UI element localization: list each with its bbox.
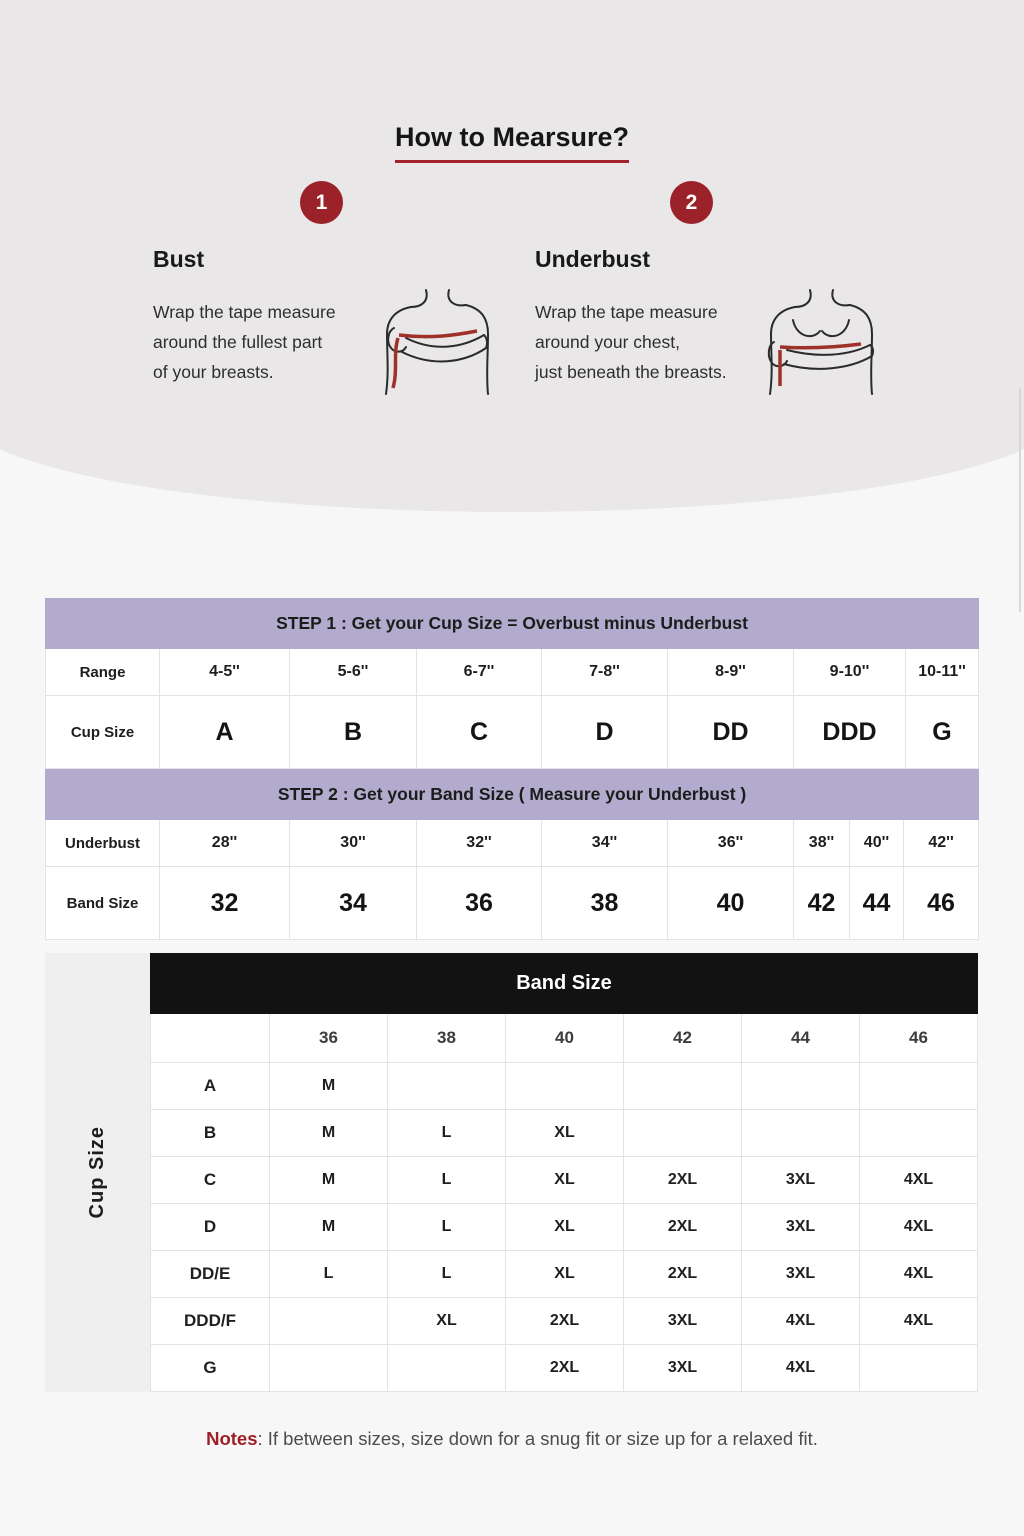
band-size-col: 42 bbox=[624, 1014, 742, 1063]
size-cell bbox=[624, 1110, 742, 1157]
bust-measure-illustration-icon bbox=[372, 276, 502, 406]
matrix-row-dd-e bbox=[151, 1251, 978, 1298]
cup-size-label: Cup Size bbox=[46, 696, 160, 769]
band-size-col: 38 bbox=[388, 1014, 506, 1063]
cup-size-value: DD bbox=[668, 696, 794, 769]
size-cell: XL bbox=[388, 1298, 506, 1345]
cup-size-value: DDD bbox=[794, 696, 906, 769]
size-matrix-section bbox=[45, 953, 978, 1392]
size-cell: L bbox=[388, 1110, 506, 1157]
cup-size-value: A bbox=[160, 696, 290, 769]
size-cell: L bbox=[388, 1251, 506, 1298]
notes-text: : If between sizes, size down for a snug fit or size up for a relaxed fit. bbox=[257, 1428, 818, 1449]
band-size-value: 32 bbox=[160, 867, 290, 940]
size-cell bbox=[860, 1063, 978, 1110]
range-label: Range bbox=[46, 649, 160, 696]
band-size-value: 36 bbox=[417, 867, 542, 940]
bust-instruction-line: Wrap the tape measure bbox=[153, 302, 336, 322]
band-size-value: 44 bbox=[850, 867, 904, 940]
size-cell: 4XL bbox=[860, 1157, 978, 1204]
band-size-col: 46 bbox=[860, 1014, 978, 1063]
size-cell: 2XL bbox=[624, 1251, 742, 1298]
step-2-badge bbox=[670, 181, 713, 224]
step-tables bbox=[45, 598, 978, 940]
size-cell: L bbox=[388, 1204, 506, 1251]
size-cell bbox=[742, 1110, 860, 1157]
cup-label: DD/E bbox=[151, 1251, 270, 1298]
range-value: 8-9'' bbox=[668, 649, 794, 696]
size-cell: 2XL bbox=[506, 1298, 624, 1345]
matrix-row-c bbox=[151, 1157, 978, 1204]
cup-size-value: C bbox=[417, 696, 542, 769]
underbust-value: 38'' bbox=[794, 820, 850, 867]
page-title: How to Mearsure? bbox=[395, 122, 629, 163]
notes-label: Notes bbox=[206, 1428, 258, 1449]
size-cell: 4XL bbox=[860, 1298, 978, 1345]
cup-label: DDD/F bbox=[151, 1298, 270, 1345]
size-cell: 3XL bbox=[742, 1157, 860, 1204]
title-wrap bbox=[0, 122, 1024, 163]
cup-size-axis-text: Cup Size bbox=[86, 1126, 108, 1219]
underbust-label: Underbust bbox=[46, 820, 160, 867]
scrollbar-thumb[interactable] bbox=[1019, 388, 1021, 612]
size-matrix-table bbox=[150, 953, 978, 1392]
matrix-row-g bbox=[151, 1345, 978, 1392]
band-size-label: Band Size bbox=[46, 867, 160, 940]
bust-heading: Bust bbox=[153, 246, 205, 272]
underbust-value: 42'' bbox=[904, 820, 979, 867]
range-value: 7-8'' bbox=[542, 649, 668, 696]
cup-label: C bbox=[151, 1157, 270, 1204]
size-cell bbox=[388, 1063, 506, 1110]
step2-title: STEP 2 : Get your Band Size ( Measure your Underbust ) bbox=[46, 770, 979, 820]
range-value: 10-11'' bbox=[906, 649, 979, 696]
size-cell bbox=[388, 1345, 506, 1392]
underbust-value: 32'' bbox=[417, 820, 542, 867]
size-cell: 4XL bbox=[860, 1204, 978, 1251]
underbust-value: 40'' bbox=[850, 820, 904, 867]
range-value: 9-10'' bbox=[794, 649, 906, 696]
size-cell: 4XL bbox=[860, 1251, 978, 1298]
cup-label: A bbox=[151, 1063, 270, 1110]
underbust-value: 36'' bbox=[668, 820, 794, 867]
size-cell bbox=[860, 1110, 978, 1157]
size-cell: 2XL bbox=[624, 1157, 742, 1204]
cup-size-row bbox=[46, 696, 979, 769]
underbust-heading: Underbust bbox=[535, 246, 650, 272]
size-cell bbox=[270, 1345, 388, 1392]
size-cell: 3XL bbox=[624, 1298, 742, 1345]
band-size-col: 36 bbox=[270, 1014, 388, 1063]
size-cell: M bbox=[270, 1157, 388, 1204]
size-cell: L bbox=[388, 1157, 506, 1204]
size-cell bbox=[270, 1298, 388, 1345]
size-cell: XL bbox=[506, 1110, 624, 1157]
matrix-row-ddd-f bbox=[151, 1298, 978, 1345]
step1-title: STEP 1 : Get your Cup Size = Overbust minus Underbust bbox=[46, 599, 979, 649]
matrix-row-b bbox=[151, 1110, 978, 1157]
size-cell: 3XL bbox=[624, 1345, 742, 1392]
corner-cell bbox=[151, 1014, 270, 1063]
step-1-number: 1 bbox=[315, 190, 328, 214]
size-cell: 3XL bbox=[742, 1204, 860, 1251]
bust-instruction-line: around the fullest part bbox=[153, 332, 323, 352]
size-cell: M bbox=[270, 1110, 388, 1157]
cup-size-value: B bbox=[290, 696, 417, 769]
size-cell bbox=[860, 1345, 978, 1392]
size-cell: XL bbox=[506, 1251, 624, 1298]
size-cell: XL bbox=[506, 1157, 624, 1204]
band-size-value: 42 bbox=[794, 867, 850, 940]
range-value: 6-7'' bbox=[417, 649, 542, 696]
step2-table bbox=[45, 769, 979, 940]
size-cell: XL bbox=[506, 1204, 624, 1251]
cup-size-value: G bbox=[906, 696, 979, 769]
range-value: 4-5'' bbox=[160, 649, 290, 696]
bust-instructions bbox=[153, 297, 336, 387]
matrix-row-d bbox=[151, 1204, 978, 1251]
size-cell: 4XL bbox=[742, 1345, 860, 1392]
band-size-value: 38 bbox=[542, 867, 668, 940]
step-1-badge bbox=[300, 181, 343, 224]
notes-line bbox=[0, 1428, 1024, 1450]
cup-label: D bbox=[151, 1204, 270, 1251]
band-size-header: Band Size bbox=[151, 954, 978, 1014]
band-size-value: 46 bbox=[904, 867, 979, 940]
band-size-col: 44 bbox=[742, 1014, 860, 1063]
cup-size-axis-label bbox=[45, 953, 150, 1392]
band-size-row bbox=[46, 867, 979, 940]
underbust-value: 30'' bbox=[290, 820, 417, 867]
cup-label: B bbox=[151, 1110, 270, 1157]
size-cell bbox=[624, 1063, 742, 1110]
underbust-instruction-line: just beneath the breasts. bbox=[535, 362, 727, 382]
underbust-instruction-line: Wrap the tape measure bbox=[535, 302, 718, 322]
range-row bbox=[46, 649, 979, 696]
band-size-value: 40 bbox=[668, 867, 794, 940]
range-value: 5-6'' bbox=[290, 649, 417, 696]
underbust-instructions bbox=[535, 297, 727, 387]
size-cell bbox=[506, 1063, 624, 1110]
underbust-row bbox=[46, 820, 979, 867]
underbust-value: 34'' bbox=[542, 820, 668, 867]
underbust-instruction-line: around your chest, bbox=[535, 332, 680, 352]
cup-label: G bbox=[151, 1345, 270, 1392]
step-2-number: 2 bbox=[685, 190, 698, 214]
size-cell: 2XL bbox=[506, 1345, 624, 1392]
band-size-col: 40 bbox=[506, 1014, 624, 1063]
size-cell: L bbox=[270, 1251, 388, 1298]
band-size-value: 34 bbox=[290, 867, 417, 940]
size-cell: 2XL bbox=[624, 1204, 742, 1251]
band-sizes-row bbox=[151, 1014, 978, 1063]
step1-table bbox=[45, 598, 979, 769]
underbust-measure-illustration-icon bbox=[756, 276, 886, 406]
size-cell: 3XL bbox=[742, 1251, 860, 1298]
bust-instruction-line: of your breasts. bbox=[153, 362, 274, 382]
underbust-value: 28'' bbox=[160, 820, 290, 867]
matrix-row-a bbox=[151, 1063, 978, 1110]
size-cell bbox=[742, 1063, 860, 1110]
cup-size-value: D bbox=[542, 696, 668, 769]
size-cell: M bbox=[270, 1063, 388, 1110]
size-cell: M bbox=[270, 1204, 388, 1251]
size-cell: 4XL bbox=[742, 1298, 860, 1345]
